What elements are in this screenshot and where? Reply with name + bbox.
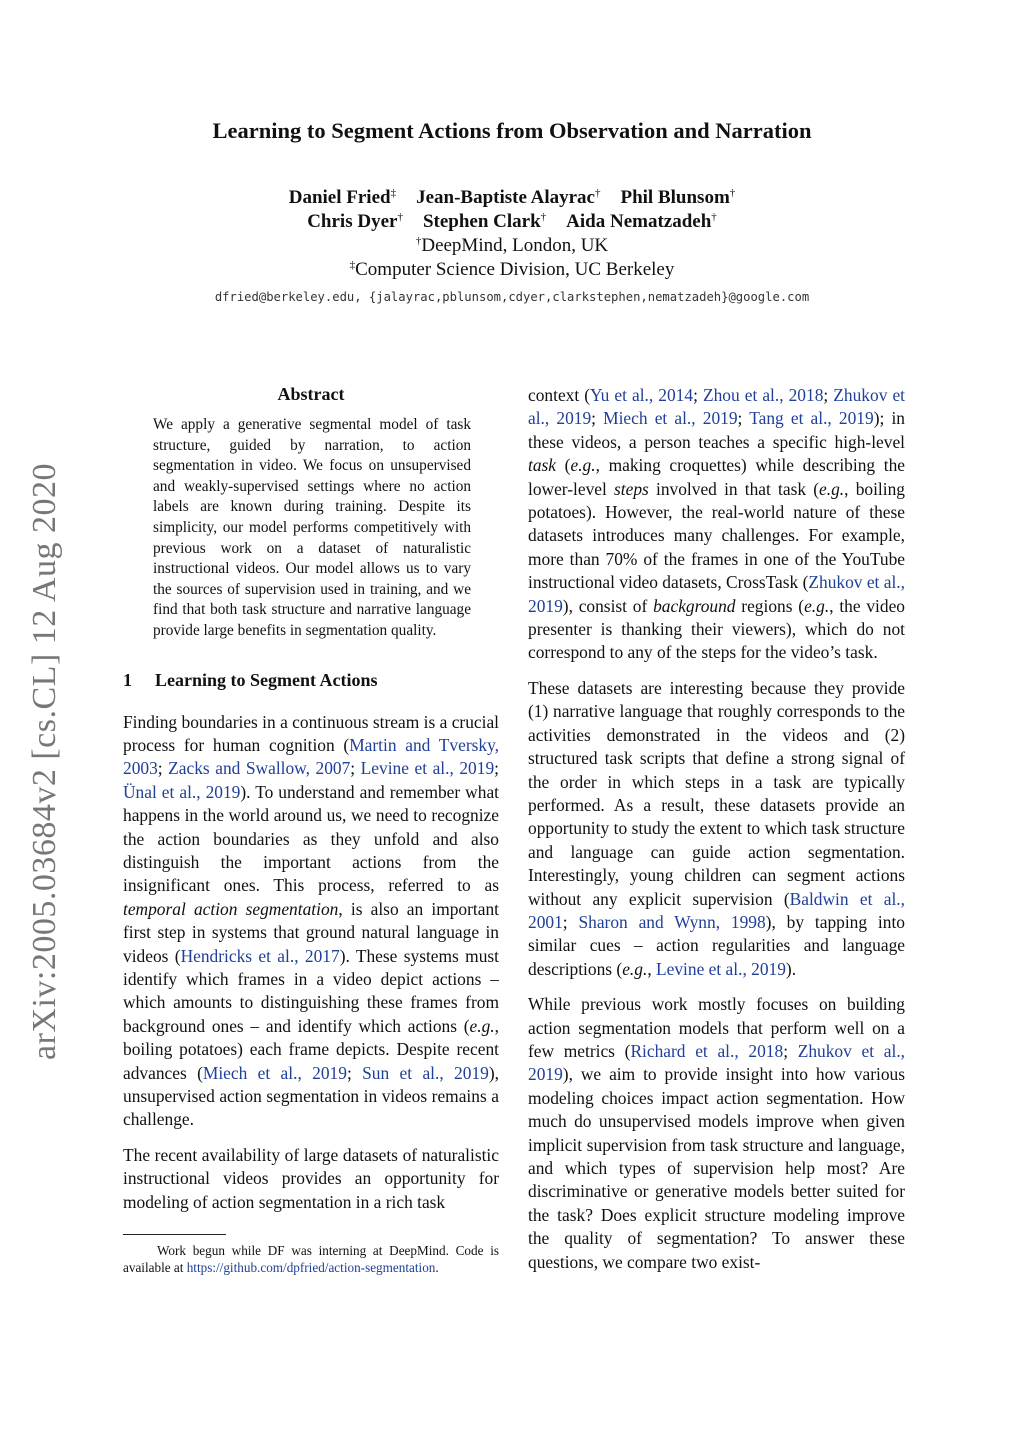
citation-link[interactable]: Hendricks et al., 2017 bbox=[180, 945, 340, 966]
footnote-divider bbox=[123, 1234, 226, 1235]
right-column bbox=[528, 384, 905, 1274]
author-name: Daniel Fried bbox=[288, 187, 391, 208]
affiliation-mark: † bbox=[415, 235, 422, 247]
affiliation-mark: † bbox=[729, 187, 736, 199]
affiliation-text: Computer Science Division, UC Berkeley bbox=[355, 259, 675, 280]
body-paragraph: While previous work mostly focuses on building action segmentation models that perform well on a few metrics (Richard et al., 2018; Zhukov et al., 2019), we aim to provide insight into how various modeling choices impact action segmentation. How much do unsupervised models improve when given implicit supervision from task structure and language, and which types of supervision help most? Are discriminative or generative models better suited for the task? Does explicit structure modeling improve the quality of segmentation? To answer these questions, we compare two exist- bbox=[528, 994, 906, 1272]
author-block bbox=[0, 186, 1024, 282]
author-emails: dfried@berkeley.edu, {jalayrac,pblunsom,cdyer,clarkstephen,nematzadeh}@google.com bbox=[214, 290, 810, 304]
citation-link[interactable]: Miech et al., 2019 bbox=[603, 408, 738, 429]
author-name: Phil Blunsom bbox=[620, 187, 730, 208]
author-name: Stephen Clark bbox=[422, 211, 541, 232]
affiliation-mark: † bbox=[711, 211, 717, 223]
body-paragraph: The recent availability of large datasets of naturalistic instructional videos provides an opportunity for modeling of action segmentation in a rich task bbox=[123, 1144, 499, 1212]
body-paragraph: context (Yu et al., 2014; Zhou et al., 2018; Zhukov et al., 2019; Miech et al., 2019; Tang et al., 2019); in these videos, a person teaches a specific high-level task (e.g., making croquettes) while describing the lower-level steps involved in that task (e.g., boiling potatoes). However, the real-world nature of these datasets introduces many challenges. For example, more than 70% of the frames in one of the YouTube instructional video datasets, CrossTask (Zhukov et al., 2019), consist of background regions (e.g., the video presenter is thanking their viewers), which do not correspond to any of the steps for the video’s task. bbox=[528, 385, 905, 663]
arxiv-identifier-stamp: arXiv:2005.03684v2 [cs.CL] 12 Aug 2020 bbox=[26, 463, 63, 1060]
author-name: Chris Dyer bbox=[307, 211, 398, 232]
author-name: Aida Nematzadeh bbox=[566, 211, 712, 232]
affiliation-mark: † bbox=[540, 211, 547, 223]
body-paragraph: Finding boundaries in a continuous stream is a crucial process for human cognition (Martin and Tversky, 2003; Zacks and Swallow, 2007; Levine et al., 2019; Ünal et al., 2019). To understand and remember what happens in the world around us, we need to recognize the action boundaries as they unfold and also distinguish the important actions from the insignificant ones. This process, referred to as temporal action segmentation, is also an important first step in systems that ground natural language in videos (Hendricks et al., 2017). These systems must identify which frames in a video depict actions – which amounts to distinguishing these frames from background ones – and identify which actions (e.g., boiling potatoes) each frame depicts. Despite recent advances (Miech et al., 2019; Sun et al., 2019), unsupervised action segmentation in videos remains a challenge. bbox=[123, 711, 500, 1130]
citation-link[interactable]: Martin and Tversky, 2003 bbox=[123, 734, 500, 779]
section-number: 1 bbox=[123, 669, 132, 690]
left-column bbox=[123, 384, 499, 1276]
author-name: Jean-Baptiste Alayrac bbox=[416, 187, 595, 208]
abstract-text: We apply a generative segmental model of task structure, guided by narration, to action segmentation in video. We focus on unsupervised and weakly-supervised settings where no action labels are known during training. Despite its simplicity, our model performs competitively with previous work on a dataset of naturalistic instructional videos. Our model allows us to vary the sources of supervision used in training, and we find that both task structure and narrative language provide large benefits in segmentation quality. bbox=[153, 416, 471, 639]
section-heading bbox=[123, 670, 499, 691]
abstract-heading: Abstract bbox=[277, 384, 345, 404]
citation-link[interactable]: Baldwin et al., 2001 bbox=[528, 888, 905, 932]
citation-link[interactable]: Levine et al., 2019 bbox=[360, 758, 495, 779]
citation-link[interactable]: Richard et al., 2018 bbox=[630, 1040, 784, 1061]
affiliation-mark: ‡ bbox=[390, 187, 397, 199]
citation-link[interactable]: Zhukov et al., 2019 bbox=[528, 572, 905, 616]
author-row-2 bbox=[0, 210, 1024, 234]
affiliation-berkeley bbox=[0, 258, 1024, 282]
body-paragraph: These datasets are interesting because they provide (1) narrative language that roughly corresponds to the activities demonstrated in the videos and (2) structured task scripts that define a strong signal of the order in which steps in a task are typically performed. As a result, these datasets provide an opportunity to study the extent to which task structure and language can guide action segmentation. Interestingly, young children can segment actions without any explicit supervision (Baldwin et al., 2001; Sharon and Wynn, 1998), by tapping into similar cues – action regularities and language descriptions (e.g., Levine et al., 2019). bbox=[528, 677, 905, 979]
citation-link[interactable]: Yu et al., 2014 bbox=[590, 385, 694, 405]
section-title: Learning to Segment Actions bbox=[155, 669, 378, 690]
citation-link[interactable]: Miech et al., 2019 bbox=[202, 1062, 347, 1083]
affiliation-mark: † bbox=[594, 187, 601, 199]
code-repository-link[interactable]: https://github.com/dpfried/action-segmentation bbox=[186, 1260, 436, 1276]
citation-link[interactable]: Zhou et al., 2018 bbox=[702, 385, 824, 405]
citation-link[interactable]: Zacks and Swallow, 2007 bbox=[168, 758, 351, 779]
citation-link[interactable]: Sun et al., 2019 bbox=[362, 1062, 489, 1083]
citation-link[interactable]: Tang et al., 2019 bbox=[749, 408, 874, 429]
affiliation-mark: ‡ bbox=[349, 259, 356, 271]
citation-link[interactable]: Sharon and Wynn, 1998 bbox=[578, 911, 766, 932]
citation-link[interactable]: Zhukov et al., 2019 bbox=[528, 385, 905, 429]
affiliation-mark: † bbox=[397, 211, 403, 223]
footnote: Work begun while DF was interning at DeepMind. Code is available at https://github.com/dpfried/action-segmentation. bbox=[123, 1243, 499, 1276]
citation-link[interactable]: Ünal et al., 2019 bbox=[123, 781, 241, 802]
affiliation-deepmind bbox=[0, 234, 1024, 258]
citation-link[interactable]: Levine et al., 2019 bbox=[656, 958, 786, 979]
citation-link[interactable]: Zhukov et al., 2019 bbox=[528, 1040, 906, 1085]
author-row-1 bbox=[0, 186, 1024, 210]
affiliation-text: DeepMind, London, UK bbox=[421, 235, 609, 256]
paper-title: Learning to Segment Actions from Observation and Narration bbox=[212, 118, 812, 143]
